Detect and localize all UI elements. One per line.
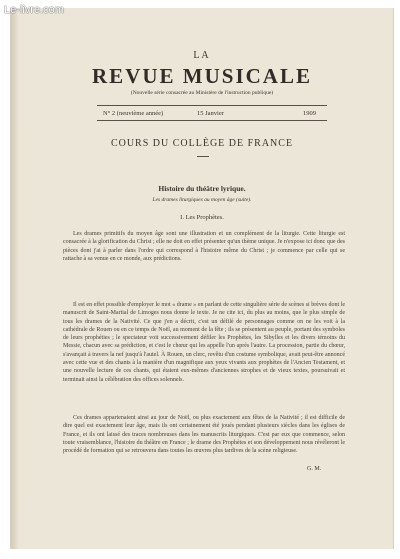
chapter-heading: I. Les Prophètes. (180, 214, 224, 221)
issue-year: 1909 (303, 110, 316, 117)
header-rule-bottom (97, 120, 327, 121)
article-subtitle: Les drames liturgiques au moyen âge (suite). (152, 197, 252, 203)
signature: G. M. (307, 466, 322, 472)
journal-subtitle: (Nouvelle série consacrée au Ministère de l'instruction publique) (130, 90, 274, 96)
paragraph-3: Ces drames appartenaient ainsi au jour de Noël, ou plus exactement aux fêtes de la Nativité ; il est difficile de dire quel est exactement leur âge, mais ils ont certainement été joués pendant plusieurs siècles dans les églises de France, et ils ont laissé des traces nombreuses dans les manuscrits liturgiques. C'est par eux que commence, selon toute vraisemblance, l'histoire du théâtre en France ; le drame des Prophètes et son développement nous révéleront le procédé de formation qui se retrouvera dans toutes les œuvres plus tardives de la scène religieuse. (63, 415, 345, 455)
section-title: COURS DU COLLÈGE DE FRANCE (110, 138, 294, 149)
watermark: Le-livre.com (4, 4, 64, 16)
issue-date: 15 Janvier (197, 110, 224, 117)
masthead-article: LA (193, 50, 211, 61)
paragraph-1: Les drames primitifs du moyen âge sont une illustration et un complément de la liturgie. Cette liturgie est consacrée à la glorification du Christ ; elle ne doit en effet présenter qu'un thème unique. Je n'expose ici donc que des pièces dont j'ai à parler dans l'ordre qui correspond à l'histoire même du Christ ; je commence par celle qui se rattache à sa venue en ce monde, aux prédictions. (63, 231, 345, 262)
issue-number: N° 2 (neuvième année) (103, 110, 164, 117)
paragraph-2: Il est en effet possible d'employer le mot « drame » en parlant de cette singulière série de scènes si brèves dont le manuscrit de Saint-Martial de Limoges nous donne le texte. Je ne cite ici, du plus au moins, que le plus simple de tous les drames de la Nativité. Ce que j'en a décrit, c'est un défilé de personnages comme on ne les voit à la cathédrale de Rouen ou en ce temps de Noël, au moment de la fête ; ils se présentent au peuple, portant des symboles de leurs prophéties ; le spectateur voit successivement défiler les Prophètes, les Sibylles et les divers témoins du Messie, chacun avec sa prédiction, et c'est le chœur qui les appelle l'un après l'autre. La procession, partie du chœur, s'avançait à travers la nef jusqu'à l'autel. À Rouen, un clerc, revêtu d'un costume symbolique, avait peut-être annoncé avec cette vue et des chants à la manière d'un magnifique aux yeux vivants aux prophètes de l'Ancien Testament, et une nouvelle lecture de ces chants, qui étaient eux-mêmes d'anciennes strophes et de vieux textes, poursuivait et terminait ainsi la célébration des offices solennels. (63, 302, 345, 383)
journal-title: REVUE MUSICALE (92, 64, 312, 88)
article-title: Histoire du théâtre lyrique. (158, 184, 246, 193)
document-sheet (10, 8, 394, 549)
section-divider (197, 156, 209, 157)
header-rule-top (97, 105, 327, 106)
